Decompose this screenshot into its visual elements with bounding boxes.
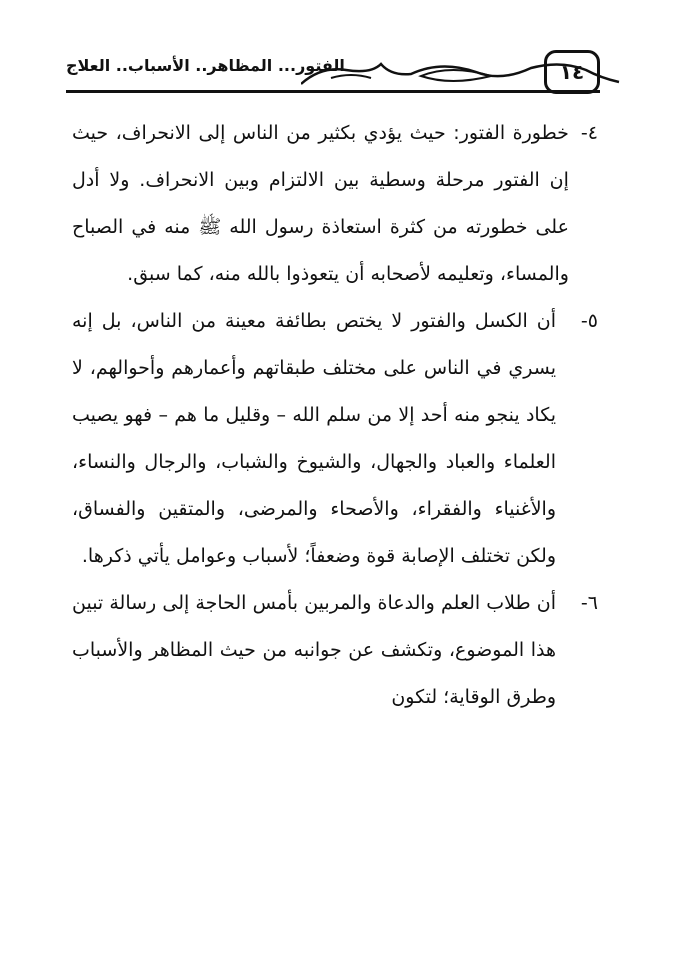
item-number: ٤- (580, 122, 598, 144)
item-number: ٦- (580, 592, 598, 614)
page-header (66, 50, 600, 94)
page-number: ١٤ (559, 60, 585, 84)
item-text: أن الكسل والفتور لا يختص بطائفة معينة من الناس، بل إنه يسري في الناس على مختلف طبقاتهم وأعمارهم وأحوالهم، لا يكاد ينجو منه أحد إلا من سلم الله – وقليل ما هم – فهو يصيب العلماء والعباد والجهال، والشيوخ والشباب، والرجال والنساء، والأغنياء والفقراء، والأصحاء والمرضى، والمتقين والفساق، ولكن تختلف الإصابة قوة وضعفاً؛ لأسباب وعوامل يأتي ذكرها. (72, 310, 556, 567)
list-item (72, 580, 598, 721)
item-text: أن طلاب العلم والدعاة والمربين بأمس الحاجة إلى رسالة تبين هذا الموضوع، وتكشف عن جوانبه من حيث المظاهر والأسباب وطرق الوقاية؛ لتكون (72, 592, 556, 708)
ornament-icon (301, 58, 621, 88)
list-item (72, 298, 598, 580)
body-text (72, 110, 598, 721)
item-text: خطورة الفتور: حيث يؤدي بكثير من الناس إلى الانحراف، حيث إن الفتور مرحلة وسطية بين الالتزام وبين الانحراف. ولا أدل على خطورته من كثرة استعاذة رسول الله ﷺ منه في الصباح والمساء، وتعليمه لأصحابه أن يتعوذوا بالله منه، كما سبق. (72, 122, 569, 285)
header-rule (66, 90, 600, 93)
item-number: ٥- (580, 310, 598, 332)
list-item (72, 110, 598, 298)
running-title: الفتور... المظاهر.. الأسباب.. العلاج (66, 56, 345, 75)
